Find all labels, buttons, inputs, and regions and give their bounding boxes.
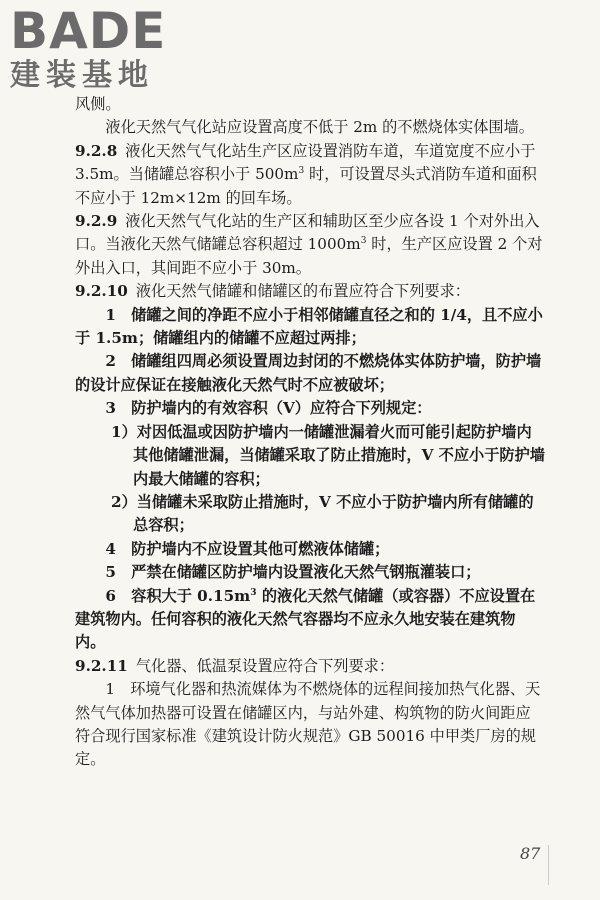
list-item: 1 环境气化器和热流媒体为不燃烧体的远程间接加热气化器、天然气气体加热器可设置在储罐区内，与站外建、构筑物的防火间距应符合现行国家标准《建筑设计防火规范》GB 50016 中甲类厂房的规定。 [75,680,541,769]
page-number: 87 [520,844,541,863]
list-item: 3 防护墙内的有效容积（V）应符合下列规定： [105,399,432,418]
paragraph: 液化天然气气化站应设置高度不低于 2m 的不燃烧体实体围墙。 [105,118,534,137]
clause-9-2-8: 9.2.8 液化天然气气化站生产区应设置消防车道，车道宽度不应小于 3.5m。当储罐总容积小于 $500m^3$ 时，可设置尽头式消防车道和面积不应小于 12m×12m 的回车场。 [75,141,537,207]
clause-9-2-10: 9.2.10 液化天然气储罐和储罐区的布置应符合下列要求： [75,282,470,301]
logo-wordmark: BADE [10,2,167,60]
clause-number: 9.2.9 [75,212,118,231]
list-item: 1 储罐之间的净距不应小于相邻储罐直径之和的 1/4，且不应小于 1.5m；储罐组内的储罐不应超过两排； [75,305,543,348]
paragraph: 风侧。 [75,95,121,113]
list-item: 5 严禁在储罐区防护墙内设置液化天然气钢瓶灌装口； [105,563,481,582]
sub-item: 2）当储罐未采取防止措施时，V 不应小于防护墙内所有储罐的总容积； [111,492,534,535]
list-item: 4 防护墙内不应设置其他可燃液体储罐； [105,539,390,558]
document-body [75,93,545,772]
logo [10,2,180,94]
clause-number: 9.2.11 [75,656,128,675]
clause-number: 9.2.8 [75,141,118,160]
clause-number: 9.2.10 [75,282,128,301]
logo-chinese-name: 建装基地 [10,58,154,93]
clause-9-2-11: 9.2.11 气化器、低温泵设置应符合下列要求： [75,656,395,675]
page-edge-line [548,845,549,885]
list-item: 2 储罐组四周必须设置周边封闭的不燃烧体实体防护墙，防护墙的设计应保证在接触液化天然气时不应被破坏； [75,352,542,394]
sub-item: 1）对因低温或因防护墙内一储罐泄漏着火而可能引起防护墙内其他储罐泄漏，当储罐采取了防止措施时，V 不应小于防护墙内最大储罐的容积； [111,422,545,488]
list-item: 6 容积大于 $0.15m^3$ 的液化天然气储罐（或容器）不应设置在建筑物内。任何容积的液化天然气容器均不应永久地安装在建筑物内。 [75,586,536,652]
clause-9-2-9: 9.2.9 液化天然气气化站的生产区和辅助区至少应各设 1 个对外出入口。当液化天然气储罐总容积超过 $1000m^3$ 时，生产区应设置 2 个对外出入口，其间距不应小于 30m。 [75,212,543,277]
